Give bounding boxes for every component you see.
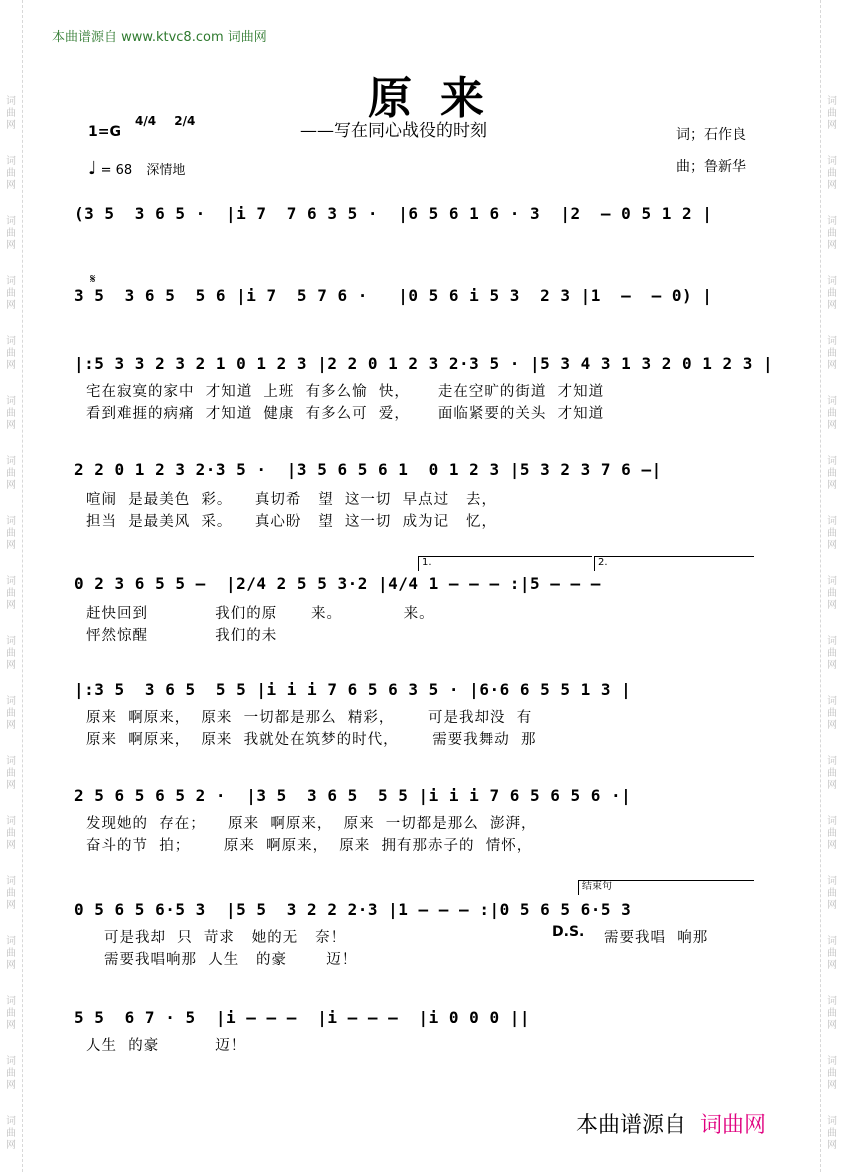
notation-row-6: |:3 5 3 6 5 5 5 |i i i 7 6 5 6 3 5 · |6·6 6 5 5 1 3 | xyxy=(74,680,632,699)
footer-prefix: 本曲谱源自 xyxy=(576,1113,687,1138)
watermark-text: 词 曲 网 xyxy=(827,156,837,191)
second-ending-label: 2. xyxy=(598,557,608,568)
watermark-text: 词 曲 网 xyxy=(827,96,837,131)
watermark-text: 词 曲 网 xyxy=(6,816,16,851)
lyric-row-9: 人生 的豪 迈！ xyxy=(86,1038,247,1054)
notation-row-2: 3 5 3 6 5 5 6 |i 7 5 7 6 · |0 5 6 i 5 3 2 3 |1 — — 0) | xyxy=(74,286,713,305)
watermark-text: 词 曲 网 xyxy=(6,996,16,1031)
lyric-row-7-verse-1: 发现她的 存在； 原来 啊原来， 原来 一切都是那么 澎湃， xyxy=(86,816,537,832)
watermark-text: 词 曲 网 xyxy=(827,336,837,371)
time-signature-1: 4/4 xyxy=(135,114,157,128)
right-watermark-strip xyxy=(820,0,843,1172)
key-signature: 1=G xyxy=(88,124,121,140)
watermark-text: 词 曲 网 xyxy=(6,336,16,371)
song-subtitle: ——写在同心战役的时刻 xyxy=(300,121,487,141)
lyricist: 词；石作良 xyxy=(676,127,746,143)
watermark-text: 词 曲 网 xyxy=(6,396,16,431)
watermark-text: 词 曲 网 xyxy=(827,456,837,491)
watermark-text: 词 曲 网 xyxy=(827,576,837,611)
watermark-text: 词 曲 网 xyxy=(827,876,837,911)
lyric-row-8-verse-1: 可是我却 只 苛求 她的无 奈！ xyxy=(104,930,347,946)
watermark-text: 词 曲 网 xyxy=(827,1056,837,1091)
notation-row-8: 0 5 6 5 6·5 3 |5 5 3 2 2 2·3 |1 — — — :|0 5 6 5 6·5 3 xyxy=(74,900,632,919)
dal-segno-mark: D.S. xyxy=(552,924,585,940)
notation-row-9: 5 5 6 7 · 5 |i — — — |i — — — |i 0 0 0 || xyxy=(74,1008,530,1027)
watermark-text: 词 曲 网 xyxy=(6,756,16,791)
lyric-row-6-verse-2: 原来 啊原来， 原来 我就处在筑梦的时代， 需要我舞动 那 xyxy=(86,732,537,748)
watermark-text: 词 曲 网 xyxy=(827,816,837,851)
expression-marking: 深情地 xyxy=(146,163,186,178)
watermark-text: 词 曲 网 xyxy=(6,876,16,911)
lyric-row-8-verse-2: 需要我唱响那 人生 的豪 迈！ xyxy=(104,952,358,968)
notation-row-3: |:5 3 3 2 3 2 1 0 1 2 3 |2 2 0 1 2 3 2·3 5 · |5 3 4 3 1 3 2 0 1 2 3 | xyxy=(74,354,774,373)
quarter-note-icon: ♩ xyxy=(88,158,97,179)
lyric-row-3-verse-2: 看到难捱的病痛 才知道 健康 有多么可 爱， 面临紧要的关头 才知道 xyxy=(86,406,605,422)
watermark-text: 词 曲 网 xyxy=(6,276,16,311)
ending-phrase-label: 结束句 xyxy=(582,881,612,892)
watermark-text: 词 曲 网 xyxy=(827,276,837,311)
watermark-text: 词 曲 网 xyxy=(827,216,837,251)
song-title: 原来 xyxy=(368,73,512,124)
segno-icon: 𝄋 xyxy=(90,272,96,287)
first-ending-bracket xyxy=(418,556,592,571)
time-signature-2: 2/4 xyxy=(174,114,196,128)
watermark-text: 词 曲 网 xyxy=(6,96,16,131)
lyric-row-7-verse-2: 奋斗的节 拍； 原来 啊原来， 原来 拥有那赤子的 情怀， xyxy=(86,838,533,854)
lyric-row-6-verse-1: 原来 啊原来， 原来 一切都是那么 精彩， 可是我却没 有 xyxy=(86,710,533,726)
lyric-row-4-verse-1: 喧闹 是最美色 彩。 真切希 望 这一切 早点过 去， xyxy=(86,492,497,508)
watermark-text: 词 曲 网 xyxy=(6,456,16,491)
watermark-text: 词 曲 网 xyxy=(6,696,16,731)
tempo-value: = 68 xyxy=(100,163,133,178)
watermark-text: 词 曲 网 xyxy=(6,936,16,971)
ending-phrase-bracket xyxy=(578,880,754,895)
lyric-row-5-verse-1: 赶快回到 我们的原 来。 来。 xyxy=(86,606,435,622)
watermark-text: 词 曲 网 xyxy=(6,156,16,191)
watermark-text: 词 曲 网 xyxy=(6,216,16,251)
watermark-text: 词 曲 网 xyxy=(6,636,16,671)
lyric-row-4-verse-2: 担当 是最美风 采。 真心盼 望 这一切 成为记 忆， xyxy=(86,514,497,530)
first-ending-label: 1. xyxy=(422,557,432,568)
notation-row-4: 2 2 0 1 2 3 2·3 5 · |3 5 6 5 6 1 0 1 2 3 |5 3 2 3 7 6 —| xyxy=(74,460,662,479)
notation-row-1: (3 5 3 6 5 · |i 7 7 6 3 5 · |6 5 6 1 6 · 3 |2 — 0 5 1 2 | xyxy=(74,204,713,223)
watermark-text: 词 曲 网 xyxy=(6,576,16,611)
watermark-text: 词 曲 网 xyxy=(6,516,16,551)
watermark-text: 词 曲 网 xyxy=(827,696,837,731)
watermark-text: 词 曲 网 xyxy=(6,1056,16,1091)
source-header[interactable]: 本曲谱源自 www.ktvc8.com 词曲网 xyxy=(52,30,267,45)
notation-row-7: 2 5 6 5 6 5 2 · |3 5 3 6 5 5 5 |i i i 7 6 5 6 5 6 ·| xyxy=(74,786,632,805)
watermark-text: 词 曲 网 xyxy=(827,996,837,1031)
watermark-text: 词 曲 网 xyxy=(827,396,837,431)
lyric-row-8-ending: 需要我唱 响那 xyxy=(604,930,709,946)
footer-brand[interactable]: 词曲网 xyxy=(700,1113,767,1138)
watermark-text: 词 曲 网 xyxy=(827,756,837,791)
watermark-text: 词 曲 网 xyxy=(827,1116,837,1151)
time-signatures xyxy=(135,114,209,129)
notation-row-5: 0 2 3 6 5 5 — |2/4 2 5 5 3·2 |4/4 1 — — — :|5 — — — xyxy=(74,574,601,593)
source-footer[interactable] xyxy=(576,1108,766,1139)
lyric-row-5-verse-2: 怦然惊醒 我们的未 xyxy=(86,628,278,644)
watermark-text: 词 曲 网 xyxy=(827,936,837,971)
lyric-row-3-verse-1: 宅在寂寞的家中 才知道 上班 有多么愉 快， 走在空旷的街道 才知道 xyxy=(86,384,605,400)
left-watermark-strip xyxy=(0,0,23,1172)
watermark-text: 词 曲 网 xyxy=(827,516,837,551)
composer: 曲；鲁新华 xyxy=(676,159,746,175)
watermark-text: 词 曲 网 xyxy=(6,1116,16,1151)
second-ending-bracket xyxy=(594,556,754,571)
watermark-text: 词 曲 网 xyxy=(827,636,837,671)
tempo-marking xyxy=(88,158,185,179)
